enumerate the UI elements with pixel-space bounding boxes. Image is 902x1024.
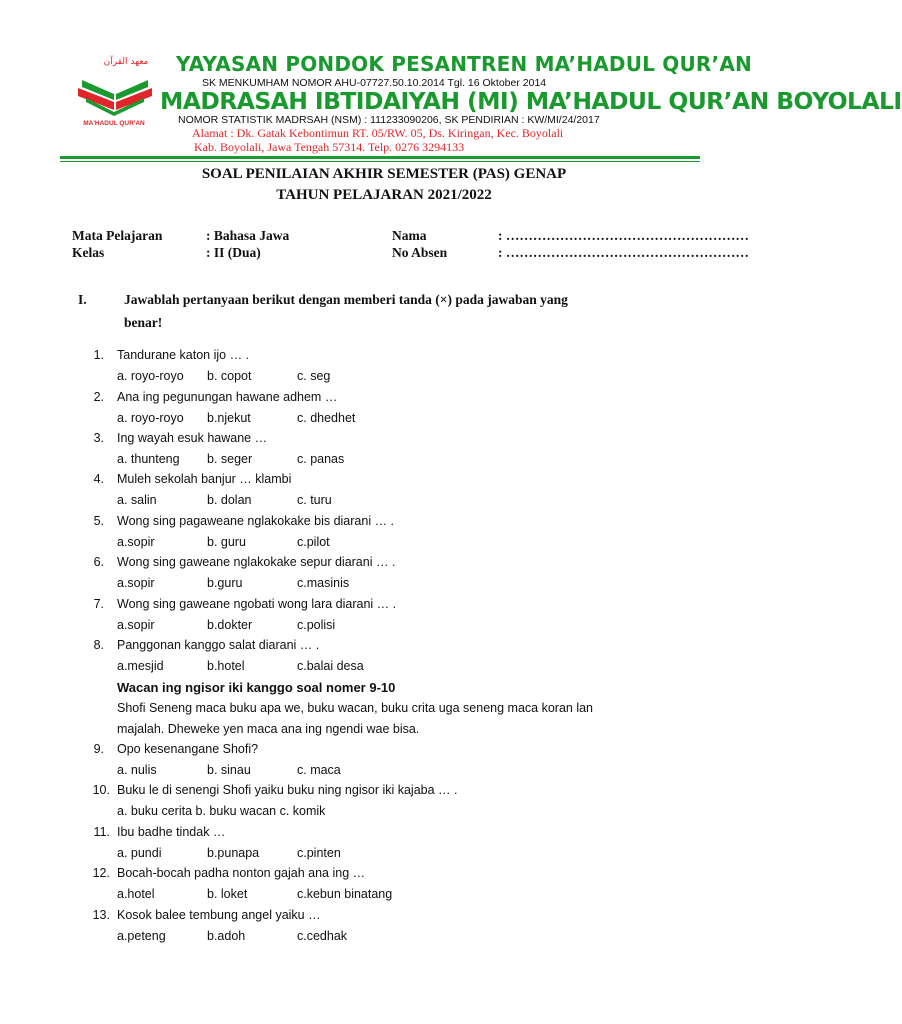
option-c[interactable]: c.polisi	[297, 618, 336, 632]
question-number: 5.	[93, 514, 104, 528]
question-number: 13.	[92, 908, 110, 922]
question-text: Wong sing pagaweane nglakokake bis diarani … .	[117, 514, 395, 528]
option-a[interactable]: a. thunteng	[117, 452, 180, 466]
option-b[interactable]: b.punapa	[207, 846, 260, 860]
instruction-line-2: benar!	[124, 315, 163, 330]
book-icon	[78, 80, 152, 116]
option-b[interactable]: b.njekut	[207, 411, 251, 425]
option-a[interactable]: a. salin	[117, 493, 157, 507]
question-number: 12.	[92, 866, 110, 880]
question-number: 10.	[92, 783, 110, 797]
section-number: I.	[78, 292, 87, 307]
question-text: Muleh sekolah banjur … klambi	[117, 472, 292, 486]
question-text: Buku le di senengi Shofi yaiku buku ning ngisor iki kajaba … .	[117, 783, 458, 797]
option-a[interactable]: a.mesjid	[117, 659, 164, 673]
passage-line-2: majalah. Dheweke yen maca ana ing ngendi wae bisa.	[117, 722, 420, 736]
option-b[interactable]: b.adoh	[207, 929, 246, 943]
option-a[interactable]: a. royo-royo	[117, 411, 184, 425]
question-text: Kosok balee tembung angel yaiku …	[117, 908, 321, 922]
school-name: MADRASAH IBTIDAIYAH (MI) MA’HADUL QUR’AN BOYOLALI	[160, 87, 902, 115]
passage-heading: Wacan ing ngisor iki kanggo soal nomer 9-10	[117, 680, 396, 695]
instruction-line-1: Jawablah pertanyaan berikut dengan memberi tanda (×) pada jawaban yang	[124, 292, 568, 307]
question-number: 2.	[93, 390, 104, 404]
question-text: Ana ing pegunungan hawane adhem …	[117, 390, 338, 404]
question-text: Bocah-bocah padha nonton gajah ana ing …	[117, 866, 366, 880]
question-number: 3.	[93, 431, 104, 445]
option-b[interactable]: b.hotel	[207, 659, 245, 673]
sk-menkumham: SK MENKUMHAM NOMOR AHU-07727.50.10.2014 Tgl. 16 Oktober 2014	[202, 77, 547, 89]
question-number: 7.	[93, 597, 104, 611]
option-a[interactable]: a. royo-royo	[117, 369, 184, 383]
option-b[interactable]: b. copot	[207, 369, 252, 383]
subject-label: Mata Pelajaran	[72, 228, 163, 243]
question-number: 11.	[93, 825, 110, 839]
question-text: Opo kesenangane Shofi?	[117, 742, 259, 756]
class-label: Kelas	[72, 245, 105, 260]
question-text: Tandurane katon ijo … .	[117, 348, 250, 362]
letterhead-divider	[60, 156, 700, 159]
option-c[interactable]: c. panas	[297, 452, 345, 466]
absen-label: No Absen	[392, 245, 448, 260]
option-c[interactable]: c. dhedhet	[297, 411, 356, 425]
option-b[interactable]: b. loket	[207, 887, 248, 901]
option-c[interactable]: c. seg	[297, 369, 331, 383]
exam-title: SOAL PENILAIAN AKHIR SEMESTER (PAS) GENAP	[201, 166, 567, 182]
class-value: : II (Dua)	[206, 245, 261, 260]
question-number: 9.	[93, 742, 104, 756]
nsm-line: NOMOR STATISTIK MADRSAH (NSM) : 111233090206, SK PENDIRIAN : KW/MI/24/2017	[178, 114, 600, 126]
foundation-name: YAYASAN PONDOK PESANTREN MA’HADUL QUR’AN	[176, 52, 752, 76]
option-b[interactable]: b.guru	[207, 576, 243, 590]
option-a[interactable]: a.sopir	[117, 576, 155, 590]
option-a[interactable]: a.peteng	[117, 929, 166, 943]
option-c[interactable]: c. turu	[297, 493, 332, 507]
option-a[interactable]: a.hotel	[117, 887, 155, 901]
option-c[interactable]: c.masinis	[297, 576, 350, 590]
question-text: Panggonan kanggo salat diarani … .	[117, 638, 320, 652]
school-logo	[64, 50, 166, 128]
question-text: Wong sing gaweane ngobati wong lara diarani … .	[117, 597, 397, 611]
address-line-2: Kab. Boyolali, Jawa Tengah 57314. Telp. 0276 3294133	[194, 140, 465, 154]
option-a[interactable]: a. pundi	[117, 846, 162, 860]
option-c[interactable]: c.cedhak	[297, 929, 348, 943]
option-b[interactable]: b. seger	[207, 452, 253, 466]
name-field[interactable]: : ………………………………………………	[498, 228, 749, 243]
option-c[interactable]: c.pilot	[297, 535, 330, 549]
address-line: Alamat : Dk. Gatak Kebontimun RT. 05/RW. 05, Ds. Kiringan, Kec. Boyolali	[192, 126, 564, 140]
letterhead-divider-thin	[60, 161, 700, 162]
absen-field[interactable]: : ………………………………………………	[498, 245, 749, 260]
option-b[interactable]: b.dokter	[207, 618, 253, 632]
question-text: Wong sing gaweane nglakokake sepur diarani … .	[117, 555, 396, 569]
option-b[interactable]: b. dolan	[207, 493, 252, 507]
option-c[interactable]: c. maca	[297, 763, 341, 777]
question-number: 4.	[93, 472, 104, 486]
question-number: 1.	[93, 348, 104, 362]
exam-year: TAHUN PELAJARAN 2021/2022	[276, 187, 492, 203]
option-c[interactable]: c.pinten	[297, 846, 341, 860]
option-c[interactable]: c.kebun binatang	[297, 887, 393, 901]
question-number: 8.	[93, 638, 104, 652]
question-text: Ibu badhe tindak …	[117, 825, 226, 839]
options-line[interactable]: a. buku cerita b. buku wacan c. komik	[117, 804, 326, 818]
question-number: 6.	[93, 555, 104, 569]
option-b[interactable]: b. sinau	[207, 763, 251, 777]
option-c[interactable]: c.balai desa	[297, 659, 364, 673]
option-a[interactable]: a.sopir	[117, 535, 155, 549]
logo-caption: MA'HADUL QUR'AN	[83, 120, 145, 127]
option-a[interactable]: a. nulis	[117, 763, 157, 777]
subject-value: : Bahasa Jawa	[206, 228, 290, 243]
logo-arabic-text: معهد القرآن	[103, 57, 149, 67]
option-a[interactable]: a.sopir	[117, 618, 155, 632]
option-b[interactable]: b. guru	[207, 535, 246, 549]
passage-line-1: Shofi Seneng maca buku apa we, buku wacan, buku crita uga seneng maca koran lan	[117, 701, 594, 715]
question-text: Ing wayah esuk hawane …	[117, 431, 268, 445]
name-label: Nama	[392, 228, 427, 243]
